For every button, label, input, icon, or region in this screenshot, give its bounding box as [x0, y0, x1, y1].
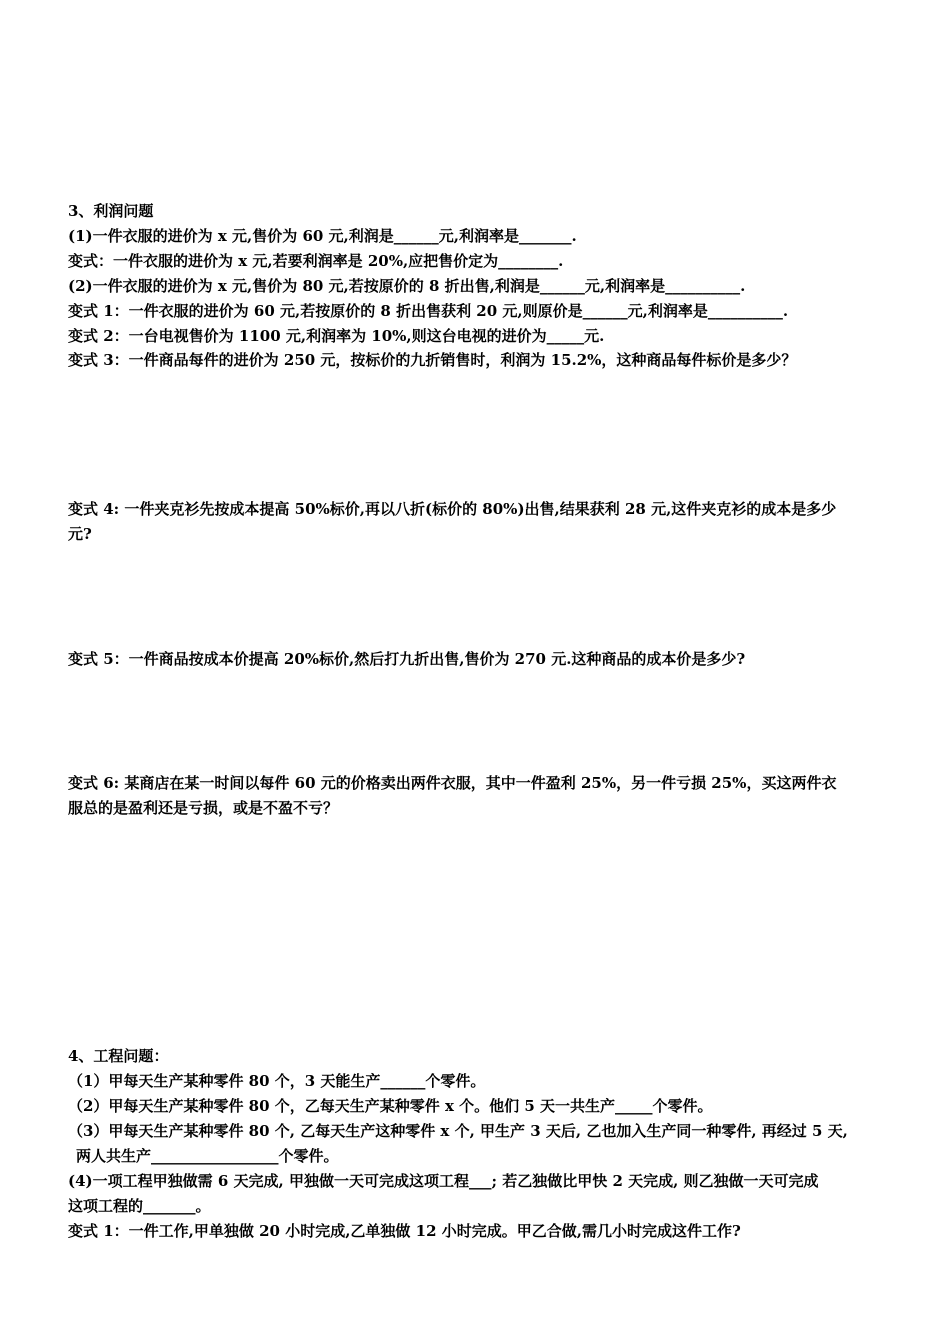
profit-variant-3: 变式 3：一件商品每件的进价为 250 元，按标价的九折销售时，利润为 15.2%，这种商品每件标价是多少？	[68, 351, 797, 369]
section3-title: 3、利润问题	[68, 202, 154, 220]
work-question-4-line1: (4)一项工程甲独做需 6 天完成, 甲独做一天可完成这项工程___; 若乙独做比甲快 2 天完成, 则乙独做一天可完成	[68, 1172, 819, 1190]
work-question-1: （1）甲每天生产某种零件 80 个，3 天能生产______个零件。	[68, 1072, 486, 1090]
work-question-2: （2）甲每天生产某种零件 80 个，乙每天生产某种零件 x 个。他们 5 天一共生产_____个零件。	[68, 1097, 713, 1115]
profit-question-2: (2)一件衣服的进价为 x 元,售价为 80 元,若按原价的 8 折出售,利润是______元,利润率是__________.	[68, 277, 746, 295]
work-question-3-line1: （3）甲每天生产某种零件 80 个, 乙每天生产这种零件 x 个, 甲生产 3 天后, 乙也加入生产同一种零件, 再经过 5 天,	[68, 1122, 848, 1140]
profit-variant-1: 变式 1：一件衣服的进价为 60 元,若按原价的 8 折出售获利 20 元,则原价是______元,利润率是__________.	[68, 302, 789, 320]
profit-variant-6-line1: 变式 6: 某商店在某一时间以每件 60 元的价格卖出两件衣服，其中一件盈利 25%，另一件亏损 25%，买这两件衣	[68, 774, 837, 792]
profit-variant-5: 变式 5：一件商品按成本价提高 20%标价,然后打九折出售,售价为 270 元.这种商品的成本价是多少?	[68, 650, 746, 668]
profit-variant-4-line2: 元?	[68, 525, 92, 543]
profit-question-1: (1)一件衣服的进价为 x 元,售价为 60 元,利润是______元,利润率是_______.	[68, 227, 577, 245]
work-question-4-line2: 这项工程的_______。	[68, 1197, 211, 1215]
section4-title: 4、工程问题：	[68, 1047, 169, 1065]
work-variant-1: 变式 1：一件工作,甲单独做 20 小时完成,乙单独做 12 小时完成。甲乙合做,需几小时完成这件工作?	[68, 1222, 741, 1240]
profit-variant-2: 变式 2：一台电视售价为 1100 元,利润率为 10%,则这台电视的进价为_____元.	[68, 327, 605, 345]
work-question-3-line2: 两人共生产_________________个零件。	[76, 1147, 339, 1165]
profit-variant-4-line1: 变式 4: 一件夹克衫先按成本提高 50%标价,再以八折(标价的 80%)出售,结果获利 28 元,这件夹克衫的成本是多少	[68, 500, 837, 518]
profit-variant-0: 变式：一件衣服的进价为 x 元,若要利润率是 20%,应把售价定为________.	[68, 252, 564, 270]
profit-variant-6-line2: 服总的是盈利还是亏损，或是不盈不亏？	[68, 799, 339, 817]
